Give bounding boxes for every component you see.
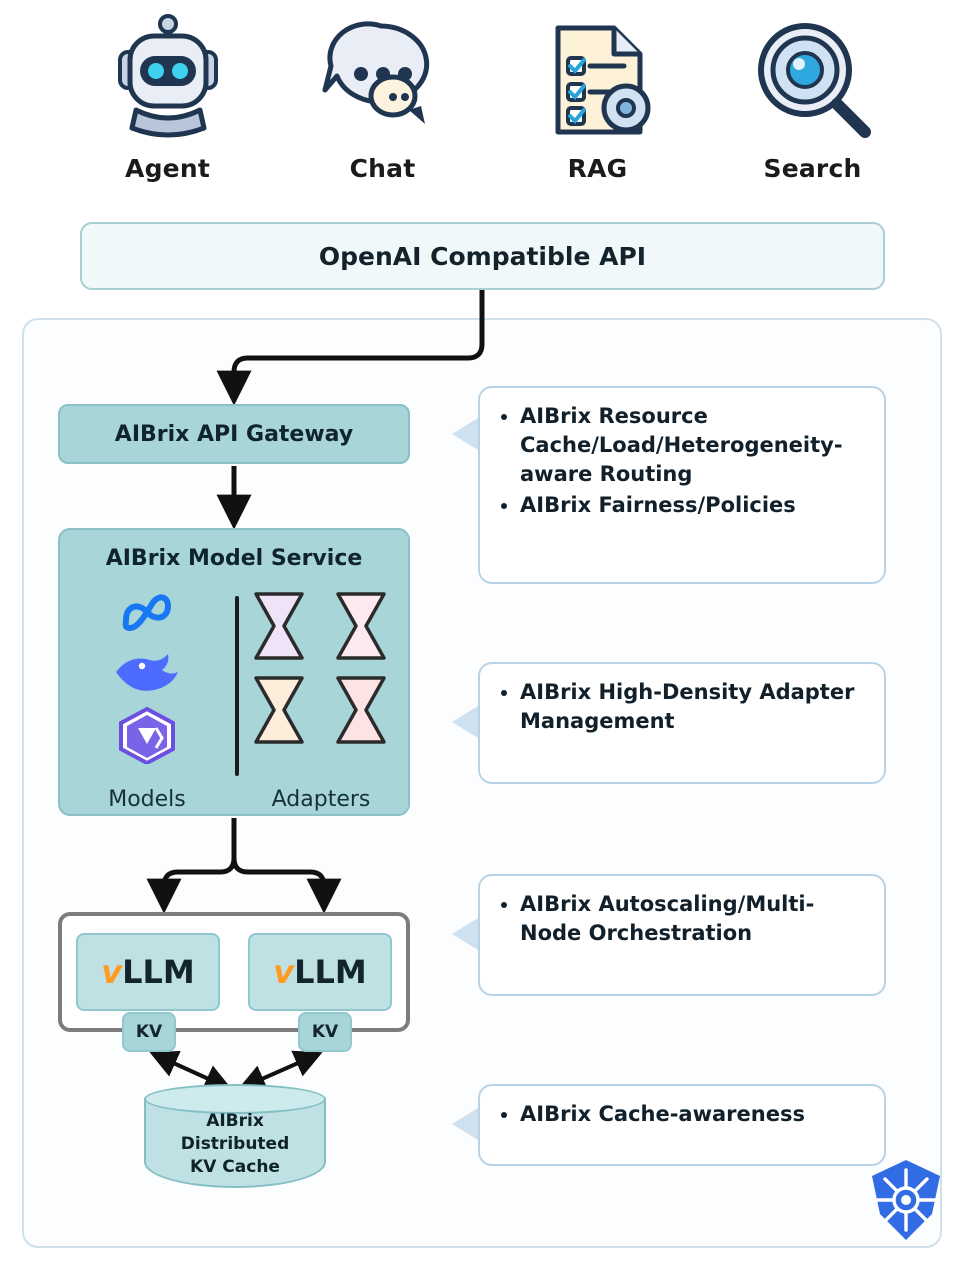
kubernetes-helm-icon	[864, 1158, 948, 1242]
vllm-node-1	[76, 933, 220, 1011]
callout-routing	[478, 386, 886, 584]
client-rag	[503, 10, 693, 183]
aibrix-api-gateway-box	[58, 404, 410, 464]
aibrix-distributed-kv-cache	[144, 1084, 326, 1200]
client-label: Chat	[349, 154, 416, 183]
api-bar-label: OpenAI Compatible API	[318, 241, 647, 271]
kv-chip-right	[298, 1012, 352, 1052]
aibrix-model-service-box	[58, 528, 410, 816]
client-label: RAG	[567, 154, 628, 183]
callout-tail-adapters	[452, 706, 478, 738]
kv-cache-line-2: Distributed	[180, 1134, 290, 1154]
robot-icon	[98, 10, 238, 150]
vllm-node-group	[58, 912, 410, 1032]
client-chat	[288, 10, 478, 183]
adapter-icon-4	[333, 674, 391, 748]
vllm-label: LLM	[122, 953, 195, 991]
adapters-label: Adapters	[271, 787, 371, 812]
qwen-logo	[116, 706, 178, 768]
callout-item: • AIBrix Cache-awareness	[520, 1100, 864, 1129]
adapter-icon-2	[333, 590, 391, 664]
callout-item: • AIBrix Resource Cache/Load/Heterogeneity-aware Routing	[520, 402, 864, 489]
callout-item: • AIBrix Autoscaling/Multi-Node Orchestration	[520, 890, 864, 948]
chat-bubble-icon	[313, 10, 453, 150]
adapter-icon-3	[251, 674, 309, 748]
deepseek-whale-logo	[112, 646, 182, 698]
client-search	[718, 10, 908, 183]
callout-autoscaling	[478, 874, 886, 996]
callout-tail-cache-awareness	[452, 1108, 478, 1140]
models-label: Models	[108, 787, 186, 812]
vllm-label: LLM	[294, 953, 367, 991]
kv-cache-line-3: KV Cache	[190, 1157, 280, 1177]
callout-item: • AIBrix High-Density Adapter Management	[520, 678, 864, 736]
adapters-column	[234, 584, 408, 816]
meta-infinity-logo	[116, 590, 178, 638]
vllm-node-2	[248, 933, 392, 1011]
client-label: Agent	[125, 154, 210, 183]
client-row	[60, 10, 920, 210]
vllm-v-mark: v	[101, 953, 123, 991]
kv-chip-label: KV	[135, 1022, 163, 1042]
client-label: Search	[763, 154, 862, 183]
client-agent	[73, 10, 263, 183]
document-checklist-icon	[528, 10, 668, 150]
kv-cache-line-1: AIBrix	[206, 1111, 264, 1131]
gateway-label: AIBrix API Gateway	[114, 421, 354, 447]
models-column	[60, 584, 234, 816]
callout-adapter-management	[478, 662, 886, 784]
adapter-icon-1	[251, 590, 309, 664]
callout-tail-routing	[452, 418, 478, 450]
callout-tail-autoscaling	[452, 918, 478, 950]
openai-compatible-api-bar	[80, 222, 885, 290]
model-service-title: AIBrix Model Service	[105, 546, 363, 571]
kv-chip-label: KV	[311, 1022, 339, 1042]
callout-cache-awareness	[478, 1084, 886, 1166]
magnifier-icon	[743, 10, 883, 150]
vllm-v-mark: v	[273, 953, 295, 991]
callout-item: • AIBrix Fairness/Policies	[520, 491, 864, 520]
kv-chip-left	[122, 1012, 176, 1052]
